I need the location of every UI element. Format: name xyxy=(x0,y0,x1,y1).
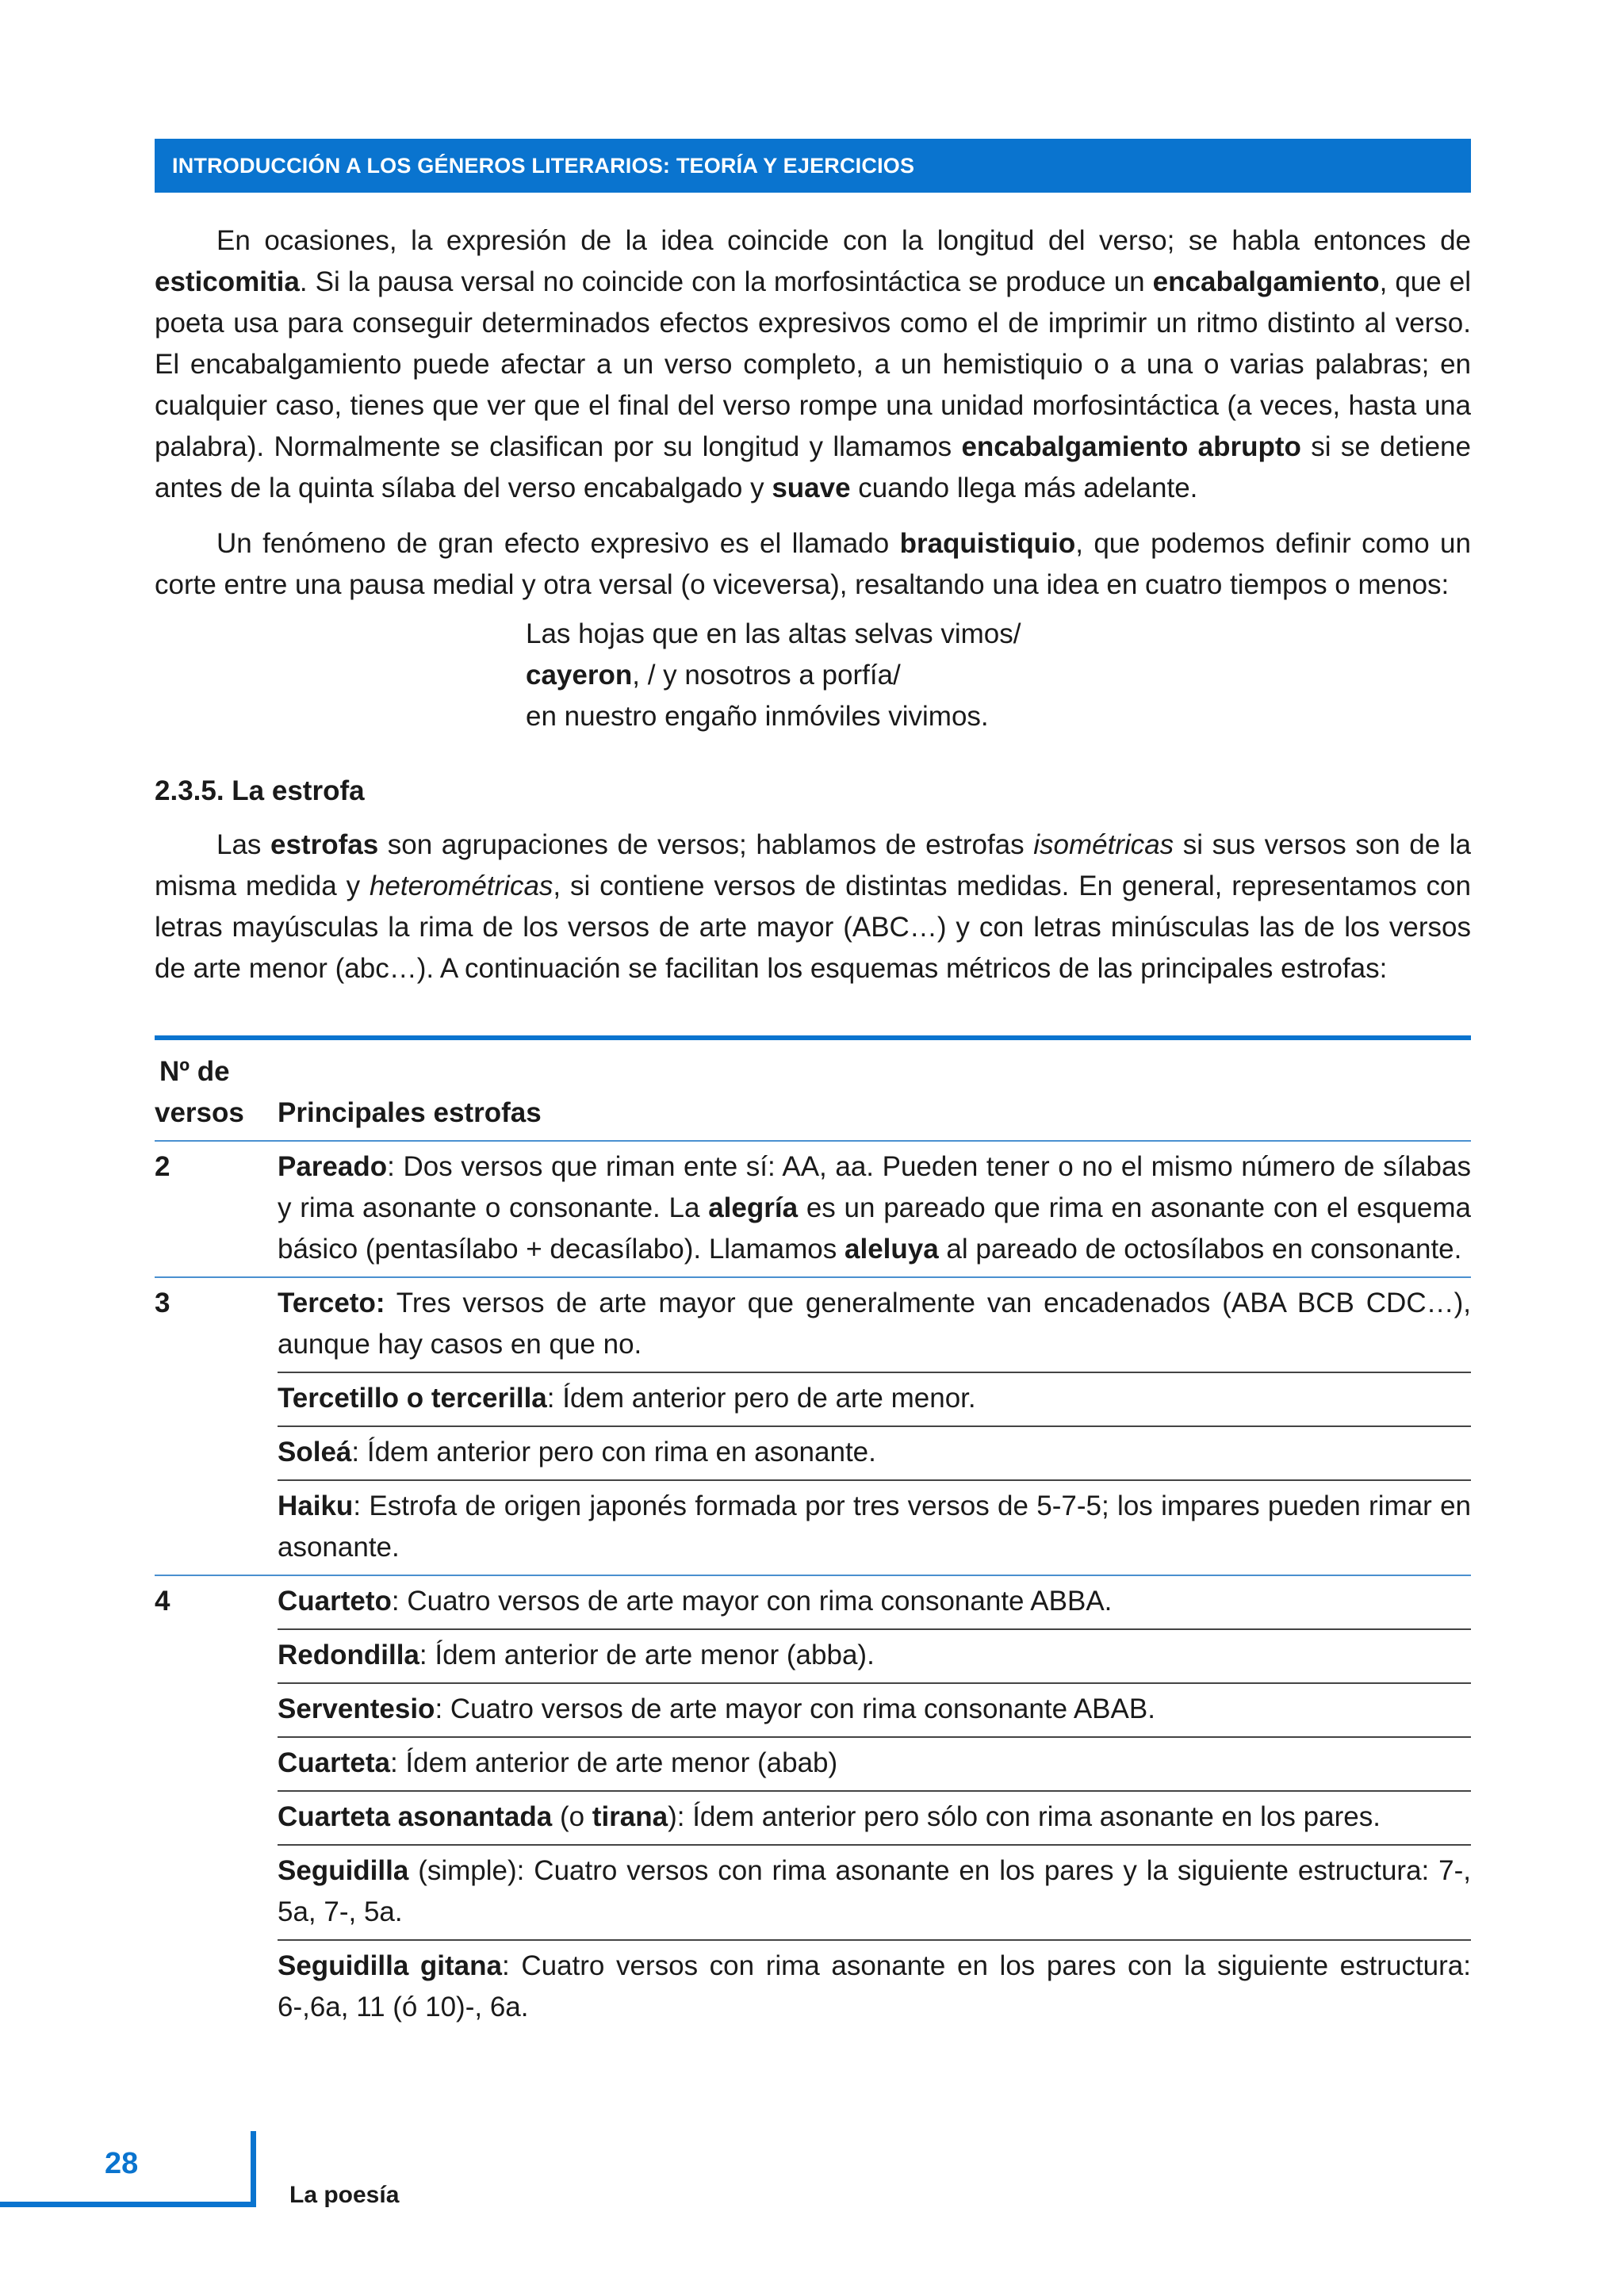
strophe-item xyxy=(278,1939,1471,2034)
text: si sus versos son de la misma medida y xyxy=(155,829,1471,901)
strophe-name: Cuarteta xyxy=(278,1747,390,1778)
text: : Ídem anterior pero con rima en asonante. xyxy=(351,1437,876,1468)
text: , / y nosotros a porfía/ xyxy=(632,660,901,691)
row-num-value: 2 xyxy=(155,1151,170,1182)
table-row xyxy=(155,1276,1471,1575)
verse-line xyxy=(526,655,1471,696)
strophe-item xyxy=(278,1682,1471,1736)
row-items xyxy=(278,1278,1471,1575)
table-row xyxy=(155,1140,1471,1276)
strophe-item xyxy=(278,1425,1471,1479)
text: (simple): Cuatro versos con rima asonante en los pares y la siguiente estructura: 7-, 5a, 7-, 5a. xyxy=(278,1855,1471,1927)
row-items xyxy=(278,1142,1471,1276)
page-number: 28 xyxy=(105,2147,139,2180)
strophe-name: Seguidilla xyxy=(278,1855,409,1886)
text: : Ídem anterior pero de arte menor. xyxy=(546,1383,976,1414)
term-suave: suave xyxy=(772,473,851,503)
header-title: INTRODUCCIÓN A LOS GÉNEROS LITERARIOS: TEORÍA Y EJERCICIOS xyxy=(172,153,915,178)
text: . Si la pausa versal no coincide con la morfosintáctica se produce un xyxy=(299,266,1153,297)
estrofas-table xyxy=(155,1035,1471,2034)
text: ): Ídem anterior pero sólo con rima asonante en los pares. xyxy=(668,1801,1381,1832)
verse-line: Las hojas que en las altas selvas vimos/ xyxy=(526,618,1021,649)
strophe-name: Redondilla xyxy=(278,1640,419,1670)
text: : Cuatro versos con rima asonante en los pares con la siguiente estructura: 6-,6a, 11 (ó 10)-, 6a. xyxy=(278,1950,1471,2022)
strophe-name: Pareado xyxy=(278,1151,388,1182)
text: (o xyxy=(552,1801,592,1832)
text: cuando llega más adelante. xyxy=(850,473,1198,503)
text: Un fenómeno de gran efecto expresivo es el llamado xyxy=(216,528,900,559)
header-num-line1: Nº de xyxy=(159,1056,230,1087)
table-row xyxy=(155,1575,1471,2034)
strophe-name: Soleá xyxy=(278,1437,352,1468)
term-aleluya: aleluya xyxy=(845,1234,939,1265)
strophe-name: Terceto: xyxy=(278,1288,385,1318)
text: al pareado de octosílabos en consonante. xyxy=(938,1234,1462,1265)
term-estrofas: estrofas xyxy=(270,829,379,860)
main-content xyxy=(155,220,1471,989)
header-num-line2: versos xyxy=(155,1097,244,1128)
strophe-name: Serventesio xyxy=(278,1693,435,1724)
header-num-verses xyxy=(155,1051,278,1134)
section-title: 2.3.5. La estrofa xyxy=(155,775,365,806)
paragraph-encabalgamiento xyxy=(155,220,1471,509)
header-bar xyxy=(155,139,1471,193)
row-items xyxy=(278,1576,1471,2034)
term-esticomitia: esticomitia xyxy=(155,266,300,297)
strophe-name: Cuarteta asonantada xyxy=(278,1801,553,1832)
table-header xyxy=(155,1040,1471,1140)
term-tirana: tirana xyxy=(592,1801,668,1832)
row-num xyxy=(155,1142,278,1276)
term-encabalgamiento-abrupto: encabalgamiento abrupto xyxy=(961,431,1301,462)
paragraph-braquistiquio xyxy=(155,523,1471,606)
row-num-value: 4 xyxy=(155,1586,170,1617)
term-heterometricas: heterométricas xyxy=(369,871,553,901)
header-main-strophes: Principales estrofas xyxy=(278,1097,542,1128)
text: En ocasiones, la expresión de la idea coincide con la longitud del verso; se habla entonces de xyxy=(216,225,1471,256)
text: son agrupaciones de versos; hablamos de estrofas xyxy=(378,829,1034,860)
text: , si contiene versos de distintas medidas. En general, representamos con letras mayúsculas la rima de los versos de arte mayor (ABC…) y con letras minúsculas las de los versos de arte menor (abc…). A continuación se facilitan los esquemas métricos de las principales estrofas: xyxy=(155,871,1471,984)
strophe-name: Tercetillo o tercerilla xyxy=(278,1383,547,1414)
row-num xyxy=(155,1278,278,1575)
row-num-value: 3 xyxy=(155,1288,170,1318)
verse-bold-word: cayeron xyxy=(526,660,633,691)
footer-section-label: La poesía xyxy=(289,2182,400,2208)
verse-line: en nuestro engaño inmóviles vivimos. xyxy=(526,701,989,732)
term-encabalgamiento: encabalgamiento xyxy=(1152,266,1380,297)
strophe-name: Haiku xyxy=(278,1490,354,1521)
row-num xyxy=(155,1576,278,2034)
term-braquistiquio: braquistiquio xyxy=(899,528,1076,559)
footer-rule-horizontal xyxy=(0,2202,255,2207)
text: : Ídem anterior de arte menor (abba). xyxy=(419,1640,875,1670)
text: es un pareado que rima en asonante con el esquema básico (pentasílabo + decasílabo). Llamamos xyxy=(278,1192,1471,1265)
text: , que podemos definir como un corte entre una pausa medial y otra versal (o viceversa), resaltando una idea en cuatro tiempos o menos: xyxy=(155,528,1471,600)
strophe-item xyxy=(278,1372,1471,1425)
term-alegria: alegría xyxy=(708,1192,799,1223)
text: , que el poeta usa para conseguir determinados efectos expresivos como el de imprimir un ritmo distinto al verso. El encabalgamiento puede afectar a un verso completo, a un hemistiquio o a una o varias palabras; en cualquier caso, tienes que ver que el final del verso rompe una unidad morfosintáctica (a veces, hasta una palabra). Normalmente se clasifican por su longitud y llamamos xyxy=(155,266,1471,462)
text: : Ídem anterior de arte menor (abab) xyxy=(389,1747,838,1778)
strophe-name: Cuarteto xyxy=(278,1586,392,1617)
paragraph-estrofas xyxy=(155,825,1471,989)
text: Tres versos de arte mayor que generalmente van encadenados (ABA BCB CDC…), aunque hay casos en que no. xyxy=(278,1288,1471,1360)
strophe-item xyxy=(278,1479,1471,1575)
footer-rule-vertical xyxy=(251,2131,256,2207)
text: : Dos versos que riman ente sí: AA, aa. Pueden tener o no el mismo número de sílabas y rima asonante o consonante. La xyxy=(278,1151,1471,1223)
strophe-item xyxy=(278,1844,1471,1939)
term-isometricas: isométricas xyxy=(1033,829,1174,860)
text: : Cuatro versos de arte mayor con rima consonante ABBA. xyxy=(391,1586,1113,1617)
text: : Estrofa de origen japonés formada por tres versos de 5-7-5; los impares pueden rimar en asonante. xyxy=(278,1490,1471,1563)
strophe-item xyxy=(278,1736,1471,1790)
text: : Cuatro versos de arte mayor con rima consonante ABAB. xyxy=(435,1693,1155,1724)
strophe-item xyxy=(278,1790,1471,1844)
strophe-item xyxy=(278,1278,1471,1372)
text: Las xyxy=(216,829,270,860)
strophe-name: Seguidilla gitana xyxy=(278,1950,502,1981)
strophe-item xyxy=(278,1142,1471,1276)
strophe-item xyxy=(278,1628,1471,1682)
text: si se detiene antes de la quinta sílaba del verso encabalgado y xyxy=(155,431,1471,503)
verse-quote xyxy=(526,614,1471,737)
strophe-item xyxy=(278,1576,1471,1628)
